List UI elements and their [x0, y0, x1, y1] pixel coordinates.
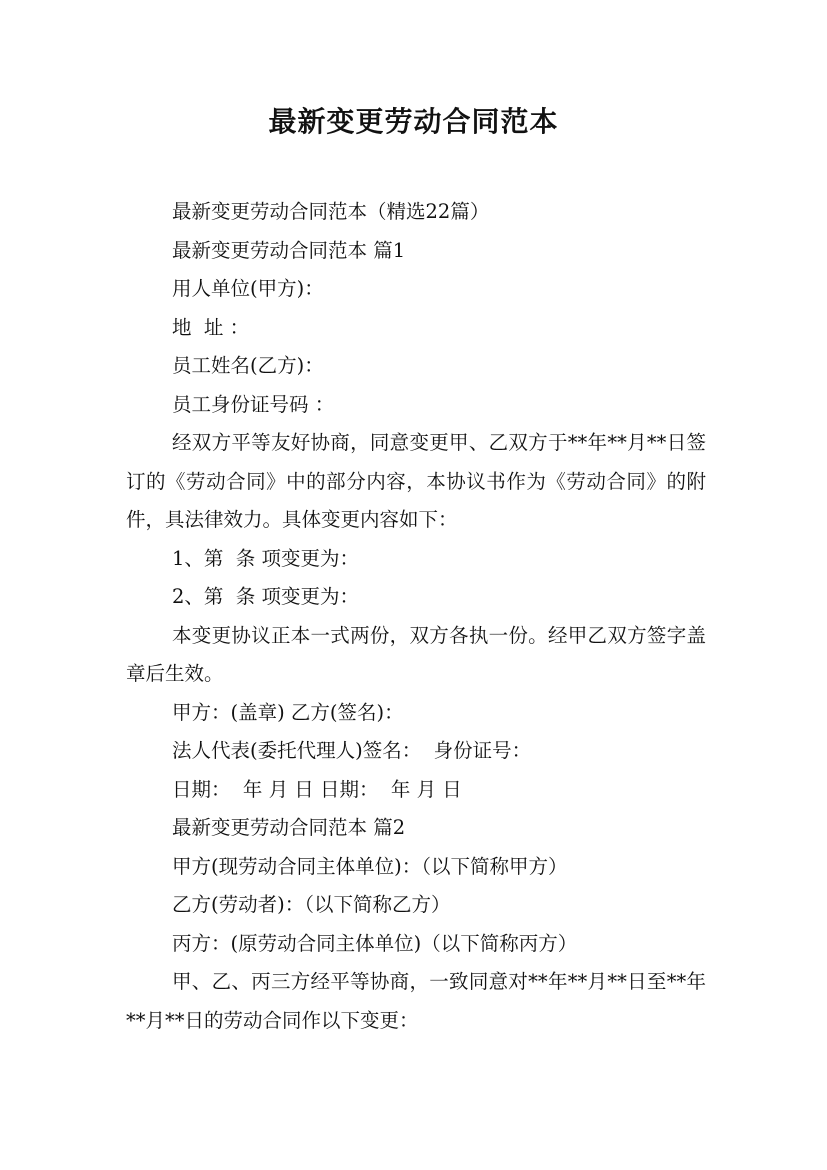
employee-id-field: 员工身份证号码 ：: [172, 392, 335, 416]
document-body: [126, 193, 706, 1040]
section-heading-1: 最新变更劳动合同范本 篇1: [172, 238, 406, 262]
paragraph-agreement: 经双方平等友好协商，同意变更甲、乙双方于**年**月**日签订的《劳动合同》中的部分内容，本协议书作为《劳动合同》的附件，具法律效力。具体变更内容如下：: [126, 431, 706, 531]
employer-field: 用人单位(甲方)：: [172, 277, 324, 300]
party-a-field: 甲方(现劳动合同主体单位)：（以下简称甲方）: [172, 854, 568, 878]
section-heading-2: 最新变更劳动合同范本 篇2: [172, 816, 406, 839]
representative-line: 法人代表(委托代理人)签名： 身份证号：: [172, 739, 532, 762]
change-item-1: 1、第 条 项变更为：: [172, 546, 360, 570]
employee-name-field: 员工姓名(乙方)：: [172, 354, 324, 377]
paragraph-intro: 最新变更劳动合同范本（精选22篇）: [172, 200, 490, 223]
document-title: 最新变更劳动合同范本: [268, 105, 559, 138]
paragraph-three-party: 甲、乙、丙三方经平等协商，一致同意对**年**月**日至**年**月**日的劳动合同作以下变更：: [126, 970, 706, 1032]
date-line: 日期： 年 月 日 日期： 年 月 日: [172, 777, 462, 801]
paragraph-copies: 本变更协议正本一式两份，双方各执一份。经甲乙双方签字盖章后生效。: [126, 623, 706, 685]
party-c-field: 丙方：(原劳动合同主体单位)（以下简称丙方）: [172, 931, 578, 955]
change-item-2: 2、第 条 项变更为：: [172, 585, 360, 608]
address-field: 地 址 ：: [172, 315, 250, 339]
party-b-field: 乙方(劳动者)：（以下简称乙方）: [172, 893, 451, 916]
signature-line: 甲方：(盖章) 乙方(签名)：: [172, 700, 404, 724]
